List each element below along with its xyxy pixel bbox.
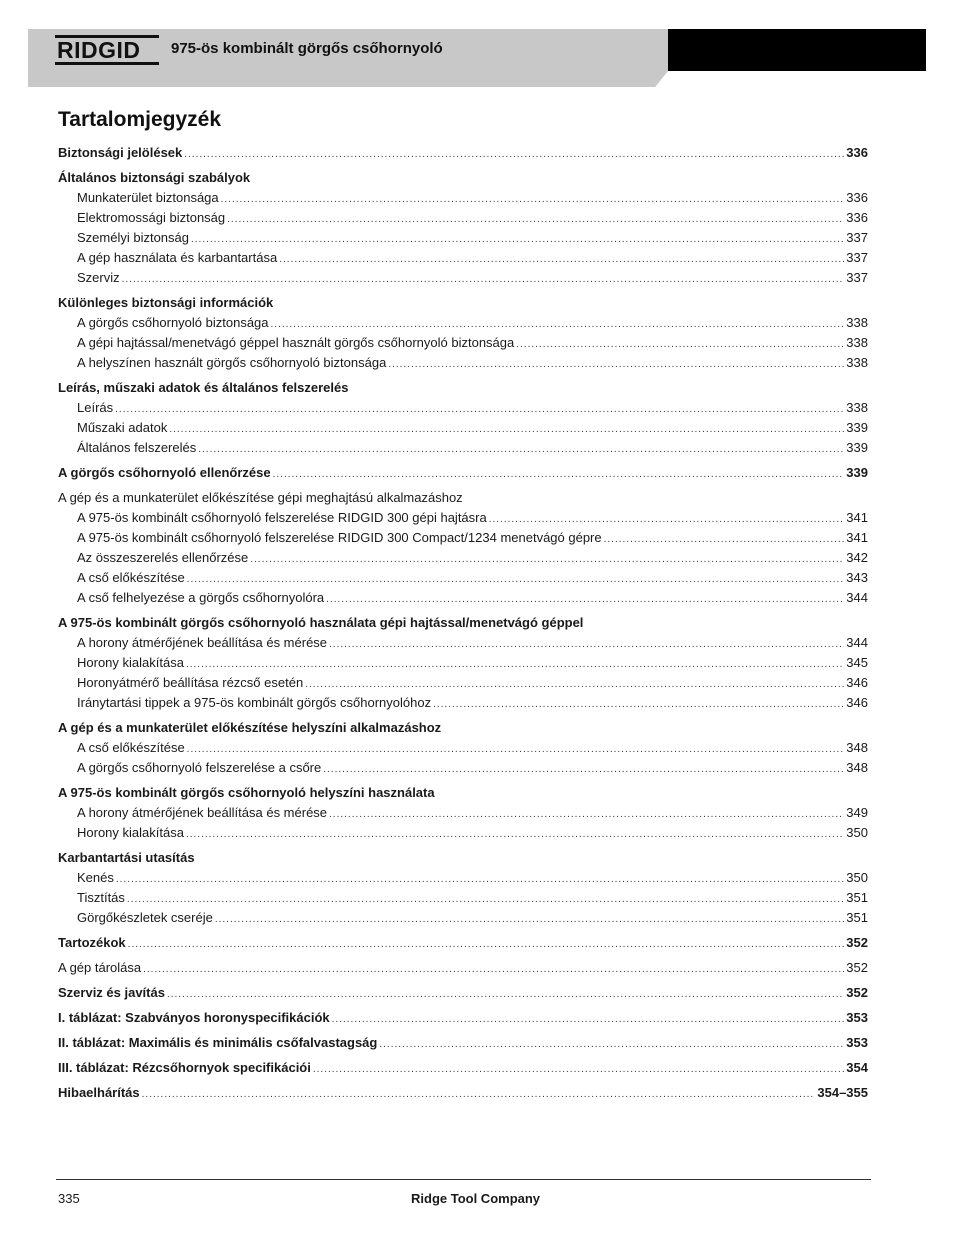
- toc-subentry: [58, 398, 868, 418]
- toc-entry: [58, 1008, 868, 1028]
- toc-entry-title: A horony átmérőjének beállítása és mérése: [77, 805, 328, 820]
- toc-dot-leader: [167, 985, 844, 1005]
- toc-entry-title: A görgős csőhornyoló ellenőrzése: [58, 465, 271, 480]
- toc-page-number: 338: [846, 355, 868, 370]
- toc-page-number: 351: [846, 910, 868, 925]
- footer-page-number: 335: [58, 1191, 80, 1206]
- toc-dot-leader: [329, 635, 844, 655]
- toc-dot-leader: [250, 550, 844, 570]
- toc-entry-title: Leírás: [77, 400, 114, 415]
- toc-dot-leader: [186, 655, 844, 675]
- toc-entry-title: Munkaterület biztonsága: [77, 190, 219, 205]
- toc-subentry: [58, 353, 868, 373]
- logo-text: RIDGID: [55, 35, 159, 65]
- toc-page-number: 342: [846, 550, 868, 565]
- toc-entry-title: A 975-ös kombinált csőhornyoló felszerelése RIDGID 300 gépi hajtásra: [77, 510, 487, 525]
- toc-subentry: [58, 908, 868, 928]
- toc-entry: [58, 933, 868, 953]
- toc-entry: [58, 143, 868, 163]
- toc-entry-title: III. táblázat: Rézcsőhornyok specifikációi: [58, 1060, 311, 1075]
- toc-page-number: 348: [846, 740, 868, 755]
- toc-entry-title: II. táblázat: Maximális és minimális csőfalvastagság: [58, 1035, 378, 1050]
- toc-page-number: 353: [846, 1035, 868, 1050]
- toc-page-number: 338: [846, 315, 868, 330]
- toc-entry-title: A 975-ös kombinált görgős csőhornyoló helyszíni használata: [58, 785, 435, 800]
- toc-dot-leader: [187, 570, 845, 590]
- toc-page-number: 336: [846, 190, 868, 205]
- toc-dot-leader: [305, 675, 844, 695]
- toc-subentry: [58, 228, 868, 248]
- toc-dot-leader: [143, 960, 844, 980]
- toc-entry-title: A gépi hajtással/menetvágó géppel használt görgős csőhornyoló biztonsága: [77, 335, 515, 350]
- toc-entry-title: A cső előkészítése: [77, 740, 185, 755]
- toc-entry: [58, 1033, 868, 1053]
- toc-entry-title: Szerviz és javítás: [58, 985, 165, 1000]
- toc-subentry: [58, 758, 868, 778]
- toc-subentry: [58, 823, 868, 843]
- toc-dot-leader: [379, 1035, 844, 1055]
- toc-subentry: [58, 693, 868, 713]
- toc-page-number: 345: [846, 655, 868, 670]
- toc-dot-leader: [279, 250, 844, 270]
- toc-entry-title: A cső felhelyezése a görgős csőhornyolóra: [77, 590, 325, 605]
- toc-subentry: [58, 673, 868, 693]
- toc-dot-leader: [127, 890, 844, 910]
- toc-dot-leader: [142, 1085, 816, 1105]
- toc-dot-leader: [271, 315, 845, 335]
- ridgid-logo: [55, 33, 159, 67]
- toc-entry-title: Iránytartási tippek a 975-ös kombinált görgős csőhornyolóhoz: [77, 695, 432, 710]
- toc-entry-title: Kenés: [77, 870, 114, 885]
- toc-entry: [58, 1083, 868, 1103]
- toc-entry-title: Műszaki adatok: [77, 420, 168, 435]
- toc-page-number: 339: [846, 465, 868, 480]
- toc-dot-leader: [516, 335, 844, 355]
- toc-page-number: 349: [846, 805, 868, 820]
- toc-page-number: 341: [846, 530, 868, 545]
- toc-entry-title: Tisztítás: [77, 890, 125, 905]
- toc-entry-title: Általános felszerelés: [77, 440, 197, 455]
- toc-entry-title: A helyszínen használt görgős csőhornyoló biztonsága: [77, 355, 387, 370]
- toc-entry-title: Görgőkészletek cseréje: [77, 910, 213, 925]
- toc-page-number: 346: [846, 695, 868, 710]
- toc-entry: [58, 378, 868, 398]
- toc-page-number: 351: [846, 890, 868, 905]
- header-black-block: [668, 29, 926, 71]
- toc-entry: [58, 718, 868, 738]
- toc-dot-leader: [313, 1060, 844, 1080]
- toc-dot-leader: [169, 420, 844, 440]
- toc-entry: [58, 1058, 868, 1078]
- toc-dot-leader: [115, 400, 844, 420]
- toc-entry-title: A 975-ös kombinált görgős csőhornyoló használata gépi hajtással/menetvágó géppel: [58, 615, 584, 630]
- footer-company: Ridge Tool Company: [411, 1191, 541, 1206]
- footer-divider: [56, 1179, 871, 1180]
- toc-subentry: [58, 548, 868, 568]
- toc-page-number: 350: [846, 870, 868, 885]
- toc-entry-title: Az összeszerelés ellenőrzése: [77, 550, 249, 565]
- toc-page-number: 344: [846, 635, 868, 650]
- toc-page-number: 341: [846, 510, 868, 525]
- toc-dot-leader: [221, 190, 845, 210]
- toc-dot-leader: [184, 145, 844, 165]
- toc-dot-leader: [273, 465, 845, 485]
- toc-subentry: [58, 653, 868, 673]
- toc-entry-title: Tartozékok: [58, 935, 126, 950]
- toc-dot-leader: [122, 270, 845, 290]
- toc-page-number: 346: [846, 675, 868, 690]
- toc-page-number: 339: [846, 440, 868, 455]
- toc-dot-leader: [329, 805, 844, 825]
- toc-entry-title: Szerviz: [77, 270, 120, 285]
- toc-entry: [58, 983, 868, 1003]
- toc-entry-title: Horonyátmérő beállítása rézcső esetén: [77, 675, 304, 690]
- toc-entry-title: Horony kialakítása: [77, 825, 184, 840]
- toc-dot-leader: [187, 740, 845, 760]
- toc-entry-title: A gép és a munkaterület előkészítése helyszíni alkalmazáshoz: [58, 720, 442, 735]
- toc-dot-leader: [332, 1010, 845, 1030]
- toc-entry: [58, 488, 868, 508]
- toc-page-number: 337: [846, 250, 868, 265]
- toc-entry-title: Elektromossági biztonság: [77, 210, 226, 225]
- table-of-contents: [58, 143, 868, 1103]
- toc-entry-title: Horony kialakítása: [77, 655, 184, 670]
- toc-subentry: [58, 588, 868, 608]
- toc-page-number: 336: [846, 210, 868, 225]
- header-bar-tab: [28, 71, 668, 87]
- toc-dot-leader: [198, 440, 844, 460]
- toc-dot-leader: [388, 355, 844, 375]
- toc-entry-title: Személyi biztonság: [77, 230, 189, 245]
- toc-entry-title: Különleges biztonsági információk: [58, 295, 274, 310]
- toc-entry: [58, 463, 868, 483]
- toc-subentry: [58, 418, 868, 438]
- toc-subentry: [58, 208, 868, 228]
- toc-subentry: [58, 313, 868, 333]
- toc-entry-title: Leírás, műszaki adatok és általános felszerelés: [58, 380, 349, 395]
- toc-dot-leader: [326, 590, 844, 610]
- toc-dot-leader: [128, 935, 845, 955]
- toc-page-number: 339: [846, 420, 868, 435]
- toc-subentry: [58, 888, 868, 908]
- toc-page-number: 336: [846, 145, 868, 160]
- toc-dot-leader: [604, 530, 845, 550]
- toc-dot-leader: [227, 210, 844, 230]
- toc-page-number: 348: [846, 760, 868, 775]
- toc-subentry: [58, 868, 868, 888]
- toc-entry-title: Hibaelhárítás: [58, 1085, 140, 1100]
- toc-page-number: 344: [846, 590, 868, 605]
- toc-entry-title: A gép tárolása: [58, 960, 142, 975]
- toc-page-number: 338: [846, 400, 868, 415]
- toc-page-number: 354: [846, 1060, 868, 1075]
- toc-dot-leader: [489, 510, 845, 530]
- toc-entry-title: A cső előkészítése: [77, 570, 185, 585]
- toc-entry-title: A görgős csőhornyoló felszerelése a csőre: [77, 760, 322, 775]
- page-title: Tartalomjegyzék: [58, 108, 222, 131]
- toc-entry-title: Biztonsági jelölések: [58, 145, 183, 160]
- toc-dot-leader: [323, 760, 844, 780]
- toc-subentry: [58, 333, 868, 353]
- toc-entry-title: A gép használata és karbantartása: [77, 250, 278, 265]
- toc-page-number: 352: [846, 960, 868, 975]
- toc-entry-title: A gép és a munkaterület előkészítése gépi meghajtású alkalmazáshoz: [58, 490, 463, 505]
- toc-page-number: 337: [846, 270, 868, 285]
- toc-page-number: 352: [846, 985, 868, 1000]
- toc-subentry: [58, 633, 868, 653]
- toc-entry-title: A görgős csőhornyoló biztonsága: [77, 315, 269, 330]
- toc-subentry: [58, 188, 868, 208]
- toc-subentry: [58, 803, 868, 823]
- toc-entry: [58, 613, 868, 633]
- toc-dot-leader: [433, 695, 844, 715]
- toc-page-number: 353: [846, 1010, 868, 1025]
- toc-dot-leader: [116, 870, 844, 890]
- toc-page-number: 338: [846, 335, 868, 350]
- toc-subentry: [58, 438, 868, 458]
- toc-entry: [58, 168, 868, 188]
- toc-entry-title: Általános biztonsági szabályok: [58, 170, 251, 185]
- toc-subentry: [58, 568, 868, 588]
- toc-subentry: [58, 508, 868, 528]
- toc-page-number: 350: [846, 825, 868, 840]
- toc-page-number: 343: [846, 570, 868, 585]
- toc-dot-leader: [186, 825, 844, 845]
- toc-page-number: 354–355: [817, 1085, 868, 1100]
- toc-entry-title: A 975-ös kombinált csőhornyoló felszerelése RIDGID 300 Compact/1234 menetvágó gépre: [77, 530, 602, 545]
- toc-entry-title: I. táblázat: Szabványos horonyspecifikációk: [58, 1010, 330, 1025]
- toc-page-number: 352: [846, 935, 868, 950]
- toc-dot-leader: [191, 230, 844, 250]
- toc-subentry: [58, 268, 868, 288]
- toc-entry-title: Karbantartási utasítás: [58, 850, 195, 865]
- toc-entry: [58, 293, 868, 313]
- header-title: 975-ös kombinált görgős csőhornyoló: [171, 40, 443, 57]
- toc-entry: [58, 783, 868, 803]
- toc-subentry: [58, 738, 868, 758]
- toc-subentry: [58, 248, 868, 268]
- toc-subentry: [58, 528, 868, 548]
- toc-entry: [58, 848, 868, 868]
- toc-page-number: 337: [846, 230, 868, 245]
- toc-dot-leader: [215, 910, 844, 930]
- toc-entry: [58, 958, 868, 978]
- toc-entry-title: A horony átmérőjének beállítása és mérése: [77, 635, 328, 650]
